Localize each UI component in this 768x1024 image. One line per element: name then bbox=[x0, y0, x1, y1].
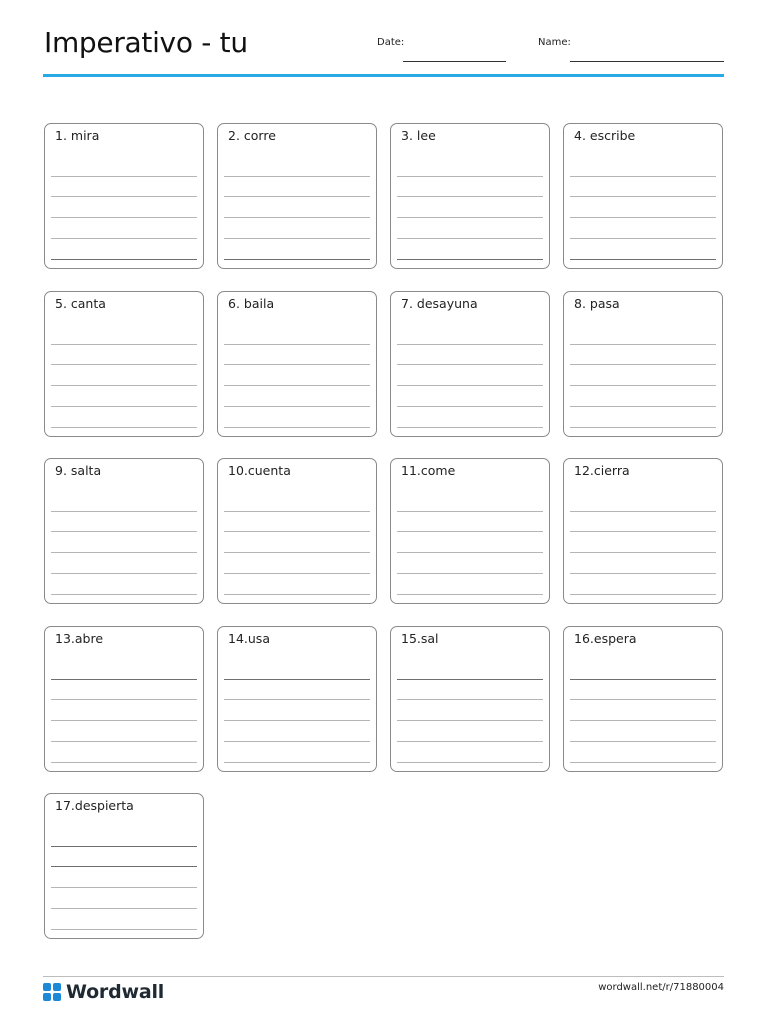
writing-line[interactable] bbox=[224, 176, 370, 177]
writing-line[interactable] bbox=[570, 196, 716, 197]
name-label: Name: bbox=[538, 37, 571, 48]
page-title: Imperativo - tu bbox=[44, 26, 248, 59]
footer-divider bbox=[43, 976, 724, 977]
exercise-card bbox=[44, 626, 204, 772]
date-field[interactable] bbox=[403, 61, 506, 62]
writing-line[interactable] bbox=[224, 720, 370, 721]
writing-line[interactable] bbox=[570, 679, 716, 680]
writing-line[interactable] bbox=[224, 385, 370, 386]
exercise-card bbox=[390, 291, 550, 437]
writing-line[interactable] bbox=[51, 594, 197, 595]
card-label: 13.abre bbox=[55, 631, 104, 646]
exercise-card bbox=[217, 626, 377, 772]
exercise-card bbox=[390, 458, 550, 604]
writing-line[interactable] bbox=[397, 344, 543, 345]
card-label: 10.cuenta bbox=[228, 463, 291, 478]
writing-line[interactable] bbox=[397, 531, 543, 532]
writing-line[interactable] bbox=[224, 531, 370, 532]
writing-line[interactable] bbox=[224, 217, 370, 218]
writing-line[interactable] bbox=[570, 364, 716, 365]
writing-line[interactable] bbox=[51, 908, 197, 909]
writing-line[interactable] bbox=[570, 511, 716, 512]
writing-line[interactable] bbox=[224, 741, 370, 742]
writing-line[interactable] bbox=[397, 176, 543, 177]
writing-line[interactable] bbox=[51, 866, 197, 867]
card-label: 17.despierta bbox=[55, 798, 134, 813]
writing-line[interactable] bbox=[570, 573, 716, 574]
exercise-card bbox=[563, 626, 723, 772]
writing-line[interactable] bbox=[51, 552, 197, 553]
writing-line[interactable] bbox=[51, 217, 197, 218]
card-label: 11.come bbox=[401, 463, 456, 478]
writing-line[interactable] bbox=[397, 573, 543, 574]
writing-line[interactable] bbox=[397, 594, 543, 595]
writing-line[interactable] bbox=[224, 679, 370, 680]
writing-line[interactable] bbox=[397, 238, 543, 239]
exercise-card bbox=[44, 123, 204, 269]
exercise-card bbox=[390, 123, 550, 269]
writing-line[interactable] bbox=[397, 385, 543, 386]
exercise-card bbox=[563, 458, 723, 604]
writing-line[interactable] bbox=[224, 238, 370, 239]
writing-line[interactable] bbox=[397, 679, 543, 680]
writing-line[interactable] bbox=[397, 741, 543, 742]
date-label: Date: bbox=[377, 37, 405, 48]
writing-line[interactable] bbox=[570, 699, 716, 700]
writing-line[interactable] bbox=[570, 238, 716, 239]
writing-line[interactable] bbox=[51, 720, 197, 721]
writing-line[interactable] bbox=[51, 929, 197, 930]
writing-line[interactable] bbox=[224, 594, 370, 595]
writing-line[interactable] bbox=[51, 238, 197, 239]
card-label: 8. pasa bbox=[574, 296, 620, 311]
writing-line[interactable] bbox=[224, 196, 370, 197]
card-label: 1. mira bbox=[55, 128, 100, 143]
wordwall-logo bbox=[43, 982, 164, 1002]
exercise-card bbox=[217, 291, 377, 437]
writing-line[interactable] bbox=[51, 846, 197, 847]
exercise-card bbox=[217, 123, 377, 269]
writing-line[interactable] bbox=[397, 406, 543, 407]
writing-line[interactable] bbox=[570, 217, 716, 218]
card-label: 6. baila bbox=[228, 296, 275, 311]
writing-line[interactable] bbox=[51, 531, 197, 532]
writing-line[interactable] bbox=[51, 176, 197, 177]
card-label: 7. desayuna bbox=[401, 296, 478, 311]
card-label: 5. canta bbox=[55, 296, 106, 311]
writing-line[interactable] bbox=[570, 594, 716, 595]
writing-line[interactable] bbox=[397, 511, 543, 512]
writing-line[interactable] bbox=[51, 344, 197, 345]
footer-url: wordwall.net/r/71880004 bbox=[598, 982, 724, 993]
writing-line[interactable] bbox=[51, 762, 197, 763]
writing-line[interactable] bbox=[570, 427, 716, 428]
card-label: 16.espera bbox=[574, 631, 637, 646]
exercise-card bbox=[217, 458, 377, 604]
card-label: 3. lee bbox=[401, 128, 436, 143]
card-label: 14.usa bbox=[228, 631, 270, 646]
writing-line[interactable] bbox=[570, 552, 716, 553]
writing-line[interactable] bbox=[570, 406, 716, 407]
writing-line[interactable] bbox=[51, 196, 197, 197]
writing-line[interactable] bbox=[397, 762, 543, 763]
writing-line[interactable] bbox=[397, 196, 543, 197]
card-label: 4. escribe bbox=[574, 128, 636, 143]
writing-line[interactable] bbox=[224, 552, 370, 553]
writing-line[interactable] bbox=[224, 511, 370, 512]
writing-line[interactable] bbox=[51, 385, 197, 386]
writing-line[interactable] bbox=[51, 741, 197, 742]
writing-line[interactable] bbox=[224, 699, 370, 700]
writing-line[interactable] bbox=[51, 364, 197, 365]
writing-line[interactable] bbox=[51, 427, 197, 428]
writing-line[interactable] bbox=[397, 427, 543, 428]
writing-line[interactable] bbox=[51, 699, 197, 700]
writing-line[interactable] bbox=[397, 259, 543, 260]
writing-line[interactable] bbox=[397, 217, 543, 218]
writing-line[interactable] bbox=[570, 762, 716, 763]
exercise-card bbox=[563, 291, 723, 437]
writing-line[interactable] bbox=[397, 364, 543, 365]
card-label: 9. salta bbox=[55, 463, 102, 478]
card-label: 2. corre bbox=[228, 128, 276, 143]
writing-line[interactable] bbox=[51, 511, 197, 512]
exercise-card bbox=[563, 123, 723, 269]
writing-line[interactable] bbox=[570, 385, 716, 386]
exercise-card bbox=[44, 793, 204, 939]
exercise-card bbox=[44, 458, 204, 604]
wordwall-grid-icon bbox=[43, 983, 62, 1002]
writing-line[interactable] bbox=[397, 552, 543, 553]
writing-line[interactable] bbox=[51, 259, 197, 260]
writing-line[interactable] bbox=[224, 762, 370, 763]
writing-line[interactable] bbox=[51, 573, 197, 574]
writing-line[interactable] bbox=[51, 679, 197, 680]
writing-line[interactable] bbox=[397, 699, 543, 700]
writing-line[interactable] bbox=[570, 741, 716, 742]
writing-line[interactable] bbox=[570, 344, 716, 345]
header-divider bbox=[43, 74, 724, 77]
exercise-card bbox=[44, 291, 204, 437]
writing-line[interactable] bbox=[224, 259, 370, 260]
writing-line[interactable] bbox=[397, 720, 543, 721]
writing-line[interactable] bbox=[570, 720, 716, 721]
exercise-card bbox=[390, 626, 550, 772]
card-label: 15.sal bbox=[401, 631, 439, 646]
writing-line[interactable] bbox=[51, 887, 197, 888]
card-label: 12.cierra bbox=[574, 463, 630, 478]
writing-line[interactable] bbox=[570, 259, 716, 260]
writing-line[interactable] bbox=[570, 176, 716, 177]
name-field[interactable] bbox=[570, 61, 724, 62]
writing-line[interactable] bbox=[224, 344, 370, 345]
logo-text: Wordwall bbox=[66, 981, 165, 1003]
writing-line[interactable] bbox=[224, 427, 370, 428]
writing-line[interactable] bbox=[224, 573, 370, 574]
writing-line[interactable] bbox=[224, 364, 370, 365]
writing-line[interactable] bbox=[51, 406, 197, 407]
writing-line[interactable] bbox=[224, 406, 370, 407]
writing-line[interactable] bbox=[570, 531, 716, 532]
